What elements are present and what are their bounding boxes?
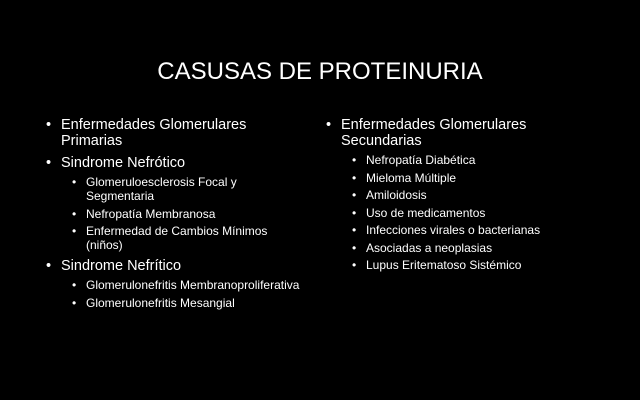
sublist-item (352, 206, 576, 220)
bullet-icon: • (72, 206, 77, 221)
sublist-item (352, 171, 576, 185)
sublist-item (352, 153, 576, 167)
sublist-item (352, 223, 576, 237)
list-item-label: Sindrome Nefrítico (61, 258, 182, 274)
bullet-icon: • (72, 175, 77, 189)
sublist-item (72, 175, 301, 203)
left-bullet-list (46, 117, 301, 310)
bullet-icon: • (46, 155, 52, 171)
list-item-label: Enfermedades Glomerulares Primarias (61, 117, 247, 149)
nephritic-sublist (72, 278, 301, 310)
sublist-item-label: Amiloidosis (366, 188, 427, 202)
bullet-icon: • (352, 223, 357, 237)
bullet-icon: • (326, 117, 332, 133)
sublist-item-label: Glomeruloesclerosis Focal y Segmentaria (86, 175, 237, 203)
list-item-label: Enfermedades Glomerulares Secundarias (341, 117, 527, 149)
bullet-icon: • (352, 188, 357, 202)
list-item-primary-glomerular (46, 117, 301, 149)
sublist-item-label: Nefropatía Diabética (366, 153, 476, 167)
sublist-item (72, 278, 301, 292)
list-item-secondary-glomerular (326, 117, 576, 272)
bullet-icon: • (352, 258, 357, 272)
bullet-icon: • (72, 278, 77, 292)
bullet-icon: • (352, 170, 357, 185)
list-item-nephritic (46, 258, 301, 310)
sublist-item-label: Lupus Eritematoso Sistémico (366, 258, 522, 272)
sublist-item-label: Mieloma Múltiple (366, 170, 457, 185)
sublist-item (352, 188, 576, 202)
bullet-icon: • (72, 224, 77, 238)
sublist-item-label: Glomerulonefritis Mesangial (86, 295, 235, 310)
right-column (326, 117, 576, 278)
left-column (46, 117, 301, 316)
slide-title: CASUSAS DE PROTEINURIA (157, 58, 483, 85)
sublist-item-label: Nefropatía Membranosa (86, 206, 216, 221)
bullet-icon: • (46, 117, 52, 133)
bullet-icon: • (46, 258, 52, 274)
sublist-item (352, 258, 576, 272)
bullet-icon: • (352, 205, 357, 220)
list-item-label: Sindrome Nefrótico (61, 155, 186, 171)
sublist-item (72, 207, 301, 221)
sublist-item-label: Infecciones virales o bacterianas (366, 223, 541, 237)
sublist-item (352, 241, 576, 255)
sublist-item (72, 224, 301, 252)
bullet-icon: • (352, 240, 357, 255)
right-bullet-list (326, 117, 576, 272)
sublist-item (72, 296, 301, 310)
nephrotic-sublist (72, 175, 301, 252)
bullet-icon: • (72, 295, 77, 310)
sublist-item-label: Uso de medicamentos (366, 205, 486, 220)
sublist-item-label: Asociadas a neoplasias (366, 240, 493, 255)
bullet-icon: • (352, 153, 357, 167)
secondary-sublist (352, 153, 576, 272)
list-item-nephrotic (46, 155, 301, 252)
sublist-item-label: Enfermedad de Cambios Mínimos (niños) (86, 224, 268, 252)
sublist-item-label: Glomerulonefritis Membranoproliferativa (86, 278, 300, 292)
